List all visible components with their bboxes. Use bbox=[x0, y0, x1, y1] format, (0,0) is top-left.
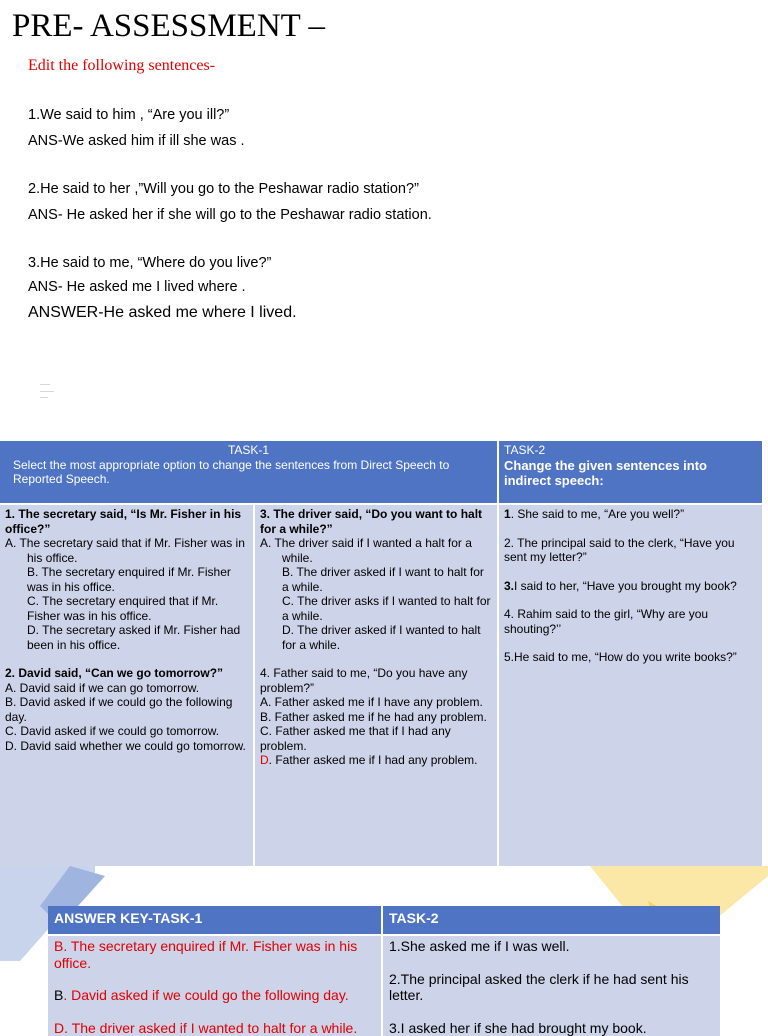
task-1-instruction: Select the most appropriate option to change the sentences from Direct Speech to Reported Speech. bbox=[5, 458, 492, 487]
task-2-column bbox=[499, 505, 762, 866]
task-2-item-2: 2. The principal said to the clerk, “Have you sent my letter?” bbox=[504, 536, 757, 565]
task-1-q1-option-c: C. The secretary enquired that if Mr. Fisher was in his office. bbox=[5, 594, 248, 623]
answer-key-t1-2-letter: B bbox=[54, 987, 63, 1003]
task-1-q4-option-c: C. Father asked me that if I had any problem. bbox=[260, 724, 492, 753]
task-1-q4-option-d bbox=[260, 753, 492, 768]
answer-3-corrected: ANSWER-He asked me where I lived. bbox=[28, 304, 297, 322]
task-1-q2-option-c: C. David asked if we could go tomorrow. bbox=[5, 724, 248, 739]
answer-key-header-2: TASK-2 bbox=[383, 906, 720, 934]
task-1-q3-option-a: A. The driver said if I wanted a halt for a while. bbox=[260, 536, 492, 565]
task-1-q4-option-b: B. Father asked me if he had any problem. bbox=[260, 710, 492, 725]
answer-key-t1-3 bbox=[54, 1020, 375, 1036]
task-1-header: TASK-1 bbox=[5, 443, 492, 458]
task-1-q1-option-a: A. The secretary said that if Mr. Fisher was in his office. bbox=[5, 536, 248, 565]
question-2: 2.He said to her ,”Will you go to the Peshawar radio station?” bbox=[28, 180, 419, 198]
decorative-dash bbox=[40, 391, 54, 392]
edit-instruction: Edit the following sentences- bbox=[28, 57, 215, 75]
answer-key-t1-3-letter: D bbox=[54, 1020, 64, 1036]
answer-key-t1-2-text: . David asked if we could go the following day. bbox=[63, 987, 348, 1003]
answer-key-t2-1: 1.She asked me if I was well. bbox=[389, 938, 714, 955]
task-1-q2-option-b: B. David asked if we could go the following day. bbox=[5, 695, 248, 724]
decorative-dash bbox=[40, 397, 48, 398]
option-d-text: . Father asked me if I had any problem. bbox=[269, 753, 478, 767]
task-1-q1: 1. The secretary said, “Is Mr. Fisher in his office?” bbox=[5, 507, 248, 536]
task-1-column-1 bbox=[0, 505, 253, 866]
task-2-header-cell bbox=[499, 441, 762, 503]
decorative-dash bbox=[40, 384, 50, 385]
task-2-header: TASK-2 bbox=[504, 443, 757, 458]
answer-key-t1-2 bbox=[54, 987, 375, 1004]
task-1-q3: 3. The driver said, “Do you want to halt for a while?” bbox=[260, 507, 492, 536]
task-1-q2-option-a: A. David said if we can go tomorrow. bbox=[5, 681, 248, 696]
page-title: PRE- ASSESSMENT – bbox=[12, 6, 325, 46]
answer-key-t1-1 bbox=[54, 938, 375, 971]
task-2-item-1-text: . She said to me, “Are you well?” bbox=[511, 507, 684, 521]
task-1-q3-option-b: B. The driver asked if I want to halt for a while. bbox=[260, 565, 492, 594]
option-d-letter: D bbox=[260, 753, 269, 767]
answer-3: ANS- He asked me I lived where . bbox=[28, 278, 246, 296]
answer-1: ANS-We asked him if ill she was . bbox=[28, 132, 245, 150]
question-1: 1.We said to him , “Are you ill?” bbox=[28, 106, 229, 124]
task-2-item-4: 4. Rahim said to the girl, “Why are you shouting?’’ bbox=[504, 607, 757, 636]
task-1-q4: 4. Father said to me, “Do you have any problem?” bbox=[260, 666, 492, 695]
answer-2: ANS- He asked her if she will go to the Peshawar radio station. bbox=[28, 206, 432, 224]
task-2-item-3-text: I said to her, “Have you brought my book? bbox=[514, 579, 737, 593]
answer-key-t2-3: 3.I asked her if she had brought my book. bbox=[389, 1020, 714, 1036]
question-3: 3.He said to me, “Where do you live?” bbox=[28, 254, 271, 272]
task-1-column-2 bbox=[255, 505, 497, 866]
task-2-item-5: 5.He said to me, “How do you write books?” bbox=[504, 650, 757, 665]
task-1-q2-option-d: D. David said whether we could go tomorrow. bbox=[5, 739, 248, 754]
task-2-instruction: Change the given sentences into indirect speech: bbox=[504, 458, 757, 488]
answer-key-task-1-cell bbox=[48, 936, 381, 1036]
task-1-header-cell bbox=[0, 441, 497, 503]
task-2-item-1 bbox=[504, 507, 757, 522]
answer-key-t1-3-text: . The driver asked if I wanted to halt for a while. bbox=[64, 1020, 357, 1036]
answer-key-task-2-cell bbox=[383, 936, 720, 1036]
answer-key-t1-1-letter: B bbox=[54, 938, 63, 954]
task-table bbox=[0, 441, 762, 866]
task-2-item-3 bbox=[504, 579, 757, 594]
answer-key-table bbox=[48, 906, 720, 1024]
task-1-q3-option-c: C. The driver asks if I wanted to halt for a while. bbox=[260, 594, 492, 623]
task-1-q2: 2. David said, “Can we go tomorrow?” bbox=[5, 666, 248, 681]
task-2-item-1-num: 1 bbox=[504, 507, 511, 521]
answer-key-t2-2: 2.The principal asked the clerk if he had sent his letter. bbox=[389, 971, 714, 1004]
task-1-q1-option-d: D. The secretary asked if Mr. Fisher had been in his office. bbox=[5, 623, 248, 652]
answer-key-t1-1-text: . The secretary enquired if Mr. Fisher was in his office. bbox=[54, 938, 357, 971]
answer-key-header-1: ANSWER KEY-TASK-1 bbox=[48, 906, 381, 934]
task-1-q3-option-d: D. The driver asked if I wanted to halt for a while. bbox=[260, 623, 492, 652]
task-2-item-3-num: 3. bbox=[504, 579, 514, 593]
task-1-q1-option-b: B. The secretary enquired if Mr. Fisher was in his office. bbox=[5, 565, 248, 594]
task-1-q4-option-a: A. Father asked me if I have any problem. bbox=[260, 695, 492, 710]
